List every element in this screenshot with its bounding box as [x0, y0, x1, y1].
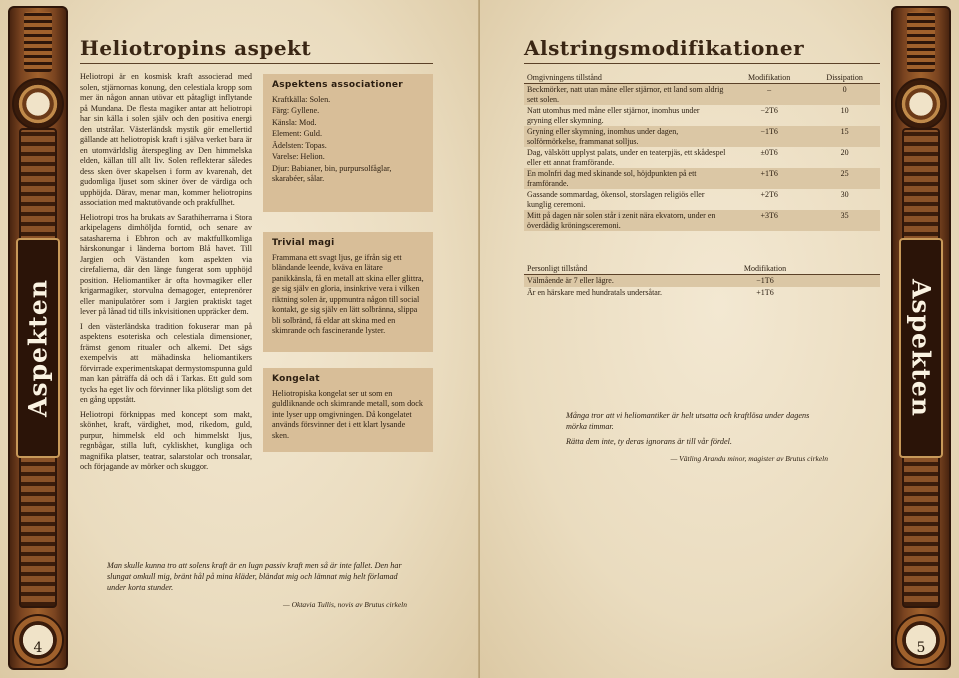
cell: +1T6: [729, 168, 809, 189]
trivial-magic-box: [263, 232, 433, 352]
page-number: 4: [33, 640, 43, 656]
cell: +1T6: [756, 287, 774, 297]
cell: 25: [809, 168, 880, 189]
cell: 35: [809, 210, 880, 231]
cell: –: [729, 84, 809, 106]
paragraph: Heliotropi förknippas med koncept som makt, skönhet, kraft, värdighet, mod, rikedom, guld, purpur, himmelsk eld och himmelskt ljus, regnbågar, stilla luft, cykliskhet, kungliga och magnifika platser, teatrar, salarstolar och tronsalar, och förjagande av mörker och skuggor.: [80, 409, 252, 471]
association-row: Djur: Babianer, bin, purpursolfåglar, skarabéer, sålar.: [272, 163, 392, 183]
cell: Välmående är 7 eller lägre.: [524, 275, 729, 287]
box-text: Heliotropiska kongelat ser ut som en guldliknande och skimrande metall, som dock inte lyser upp omgivningen. Då kongelatet används försvinner det i ett klart lysande sken.: [272, 388, 423, 440]
column-header: Modifikation: [729, 263, 801, 275]
quote: [566, 410, 828, 464]
column-header: Modifikation: [729, 72, 809, 84]
cell: 15: [809, 126, 880, 147]
table-row: [524, 105, 880, 126]
ornament-ring: [895, 78, 947, 130]
cell: +2T6: [760, 190, 778, 199]
column-header: Omgivningens tillstånd: [524, 72, 729, 84]
cell: Beckmörker, natt utan måne eller stjärnor, ett land som aldrig sett solen.: [524, 84, 729, 106]
modification-table: [524, 72, 880, 231]
quote-attribution: — Vätling Arandu minor, magister av Brutus cirkeln: [670, 454, 828, 463]
column-header: Dissipation: [809, 72, 880, 84]
left-ornament-bar: [8, 6, 68, 670]
cell: Gryning eller skymning, inomhus under dagen, solförmörkelse, frammanat solljus.: [524, 126, 729, 147]
cell: Är en härskare med hundratals undersåtar.: [527, 287, 663, 297]
title-rule: [524, 63, 880, 64]
box-heading: Trivial magi: [272, 238, 335, 248]
table-row: [524, 189, 880, 210]
side-label: Aspekten: [906, 279, 936, 417]
quote-line: Rätta dem inte, ty deras ignorans är till vår fördel.: [566, 437, 732, 446]
association-row: Element: Guld.: [272, 129, 323, 138]
main-text: [80, 72, 252, 477]
side-label: Aspekten: [23, 279, 53, 417]
association-row: Ädelsten: Topas.: [272, 140, 327, 150]
table-row: [524, 84, 880, 106]
table-row: [524, 147, 880, 168]
associations-box: [263, 74, 433, 212]
title-rule: [80, 63, 433, 64]
page-title: Heliotropins aspekt: [80, 36, 312, 60]
association-row: Känsla: Mod.: [272, 117, 317, 127]
cell: 20: [840, 148, 849, 157]
cell: Gassande sommardag, ökensol, storslagen religiös eller kunglig ceremoni.: [527, 190, 705, 209]
kongelat-box: [263, 368, 433, 452]
cell: En molnfri dag med skinande sol, höjdpunkten på ett framförande.: [524, 168, 729, 189]
quote-line: Många tror att vi heliomantiker är helt utsatta och kraftlösa under dagens mörka timmar.: [566, 411, 810, 431]
cell: 0: [809, 84, 880, 106]
cell: 30: [840, 190, 849, 199]
ornament-ring: [12, 78, 64, 130]
association-row: Varelse: Helion.: [272, 152, 325, 161]
page-title: Alstringsmodifikationer: [524, 36, 805, 60]
personal-table: [524, 263, 880, 298]
cell: ±0T6: [760, 148, 778, 157]
table-row: [524, 168, 880, 189]
page-number: 5: [916, 640, 926, 656]
paragraph: I den västerländska tradition fokuserar man på aspektens esoteriska och celestiala dimensioner, främst genom ritualer och alkemi. Det sägs exempelvis att mähadinska heliomantikers förvirrade experimentskapat dermystomspunna guld man kan påträffa då och då i Tarkas. Ett guld som tycks ha eget liv och förvinner lika plötsligt som det en gång uppstått.: [80, 321, 252, 404]
table-row: [524, 287, 880, 299]
ornament-cap: [24, 12, 52, 72]
box-text: Frammana ett svagt ljus, ge ifrån sig ett bländande leende, kväva en lätare panikkänsla, få en metall att skina eller glittra, ge sig själv en gloria, insinkrive vera i vilken riktning solen är, uppmuntra någon till social kontakt, ge sig själv en lätt solbränna, slippa bli solbränd, få eldar att skina med en skimrande och fascinerande lyster.: [272, 252, 424, 335]
ornament-cap: [907, 12, 935, 72]
cell: Natt utomhus med måne eller stjärnor, inomhus under gryning eller skymning.: [527, 106, 700, 125]
box-heading: Kongelat: [272, 374, 320, 384]
table-row: [524, 210, 880, 231]
column-header: Personligt tillstånd: [524, 263, 729, 275]
quote-text: Man skulle kunna tro att solens kraft är en lugn passiv kraft men så är inte fallet. Den har slungat omkull mig, bränt hål på mina kläder, bländat mig och lämnat mig helt förlamad under korta stunder.: [107, 561, 402, 592]
cell: +3T6: [729, 210, 809, 231]
quote: [107, 560, 407, 610]
right-page: [480, 0, 959, 678]
association-row: Kraftkälla: Solen.: [272, 94, 331, 104]
table-row: [524, 126, 880, 147]
cell: −1T6: [729, 275, 801, 287]
paragraph: Heliotropi är en kosmisk kraft associerad med solen, stjärnornas konung, den celestiala kropp som mer än någon annan utövar ett påtagligt inflytande på Mundana. De flesta magiker antar att heliotropi har sin källa i solen själv och den positiva energi den utstrålar. Västerländsk mystik gör emellertid gällande att heliotropisk kraft i själva verket bara är en utomvärldslig återspegling av Den himmelska elden, källan till allt liv. Solen reflekterar således dess sken över skapelsen i form av kvarenah, det gudomliga ljuset som skiner över de värdiga och upphöjda. Därav, menar man, kommer heliotropins association med maktutövande och prakfullhet.: [80, 72, 252, 207]
cell: −1T6: [729, 126, 809, 147]
box-heading: Aspektens associationer: [272, 80, 404, 90]
quote-attribution: — Oktavia Tullis, novis av Brutus cirkeln: [283, 600, 407, 609]
table-row: [524, 275, 880, 287]
left-page: [0, 0, 479, 678]
cell: 10: [840, 106, 849, 115]
paragraph: Heliotropi tros ha brukats av Sarathiherrarna i Stora arkipelagens dimhöljda forntid, och senare av satasharerna i Ebhron och av maktfullkomliga härskonungar i länderna bortom Blå havet. Till Jargien och Västanden kom aspekten via cirefalierna, där den länge fungerat som upphöjd position. Heliomantiker är ofta hovmagiker eller krigarmagiker, storvulna demagoger, enteprenörer eller manipulatörer som i Jargien praktiskt taget lever på lånad tid tills inkvisitionen uppräcker dem.: [80, 212, 252, 316]
association-row: Färg: Gyllene.: [272, 106, 320, 115]
cell: −2T6: [760, 106, 778, 115]
cell: Dag, välskött upplyst palats, under en teaterpjäs, ett skådespel eller ett annat framförande.: [527, 148, 726, 167]
right-ornament-bar: [891, 6, 951, 670]
cell: Mitt på dagen när solen står i zenit nära ekvatorn, under en överdådig kröningsceremoni.: [524, 210, 729, 231]
